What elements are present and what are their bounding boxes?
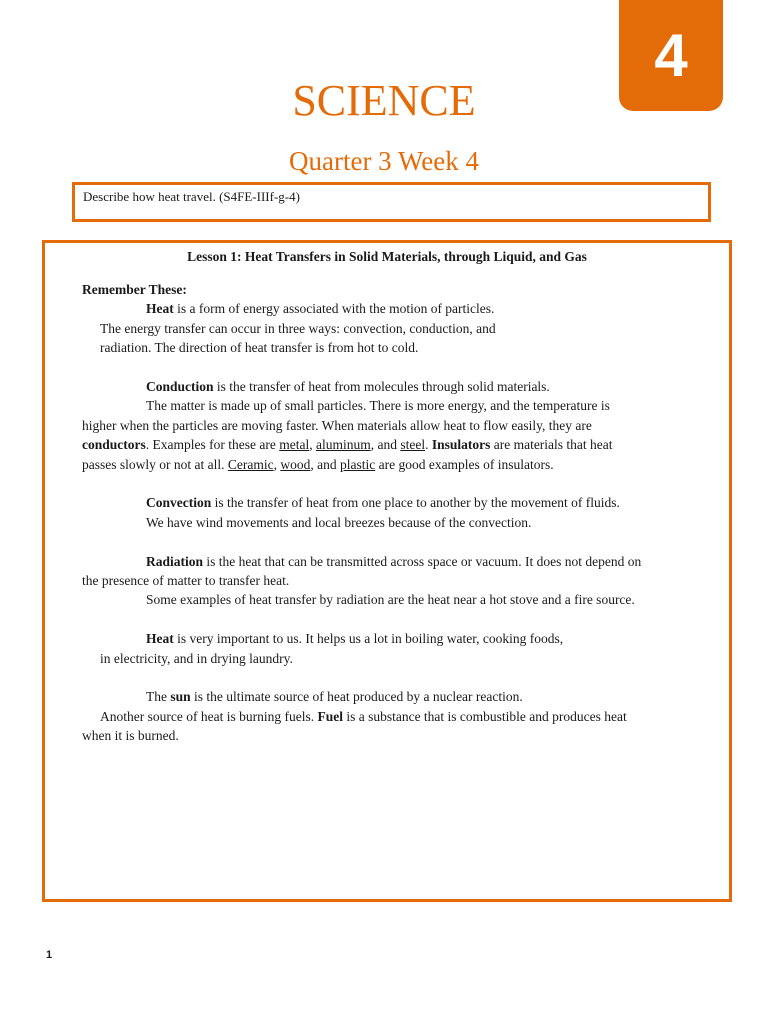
- separator: , and: [370, 437, 401, 453]
- conduction-text: is the transfer of heat from molecules through solid materials.: [213, 379, 550, 395]
- sun-text: Another source of heat is burning fuels.: [100, 708, 318, 724]
- separator: , and: [310, 456, 340, 472]
- heat-intro-line: radiation. The direction of heat transfer is from hot to cold.: [100, 340, 419, 356]
- heat-importance-line: in electricity, and in drying laundry.: [100, 650, 293, 666]
- grade-badge: 4: [619, 0, 723, 111]
- page-subtitle: Quarter 3 Week 4: [288, 146, 479, 176]
- lesson-title: Lesson 1: Heat Transfers in Solid Materials, through Liquid, and Gas: [187, 249, 587, 264]
- objective-box: [72, 182, 711, 222]
- conduction-text: are materials that heat: [490, 437, 613, 453]
- term-convection: Convection: [146, 495, 212, 511]
- conduction-text: passes slowly or not at all.: [82, 456, 228, 472]
- lesson-box: [42, 240, 732, 902]
- heat-intro-text: is a form of energy associated with the motion of particles.: [173, 301, 495, 317]
- conduction-line: [82, 377, 722, 396]
- heat-importance-line: [82, 629, 722, 648]
- term-radiation: Radiation: [146, 553, 204, 569]
- term-conductors: conductors: [82, 437, 146, 453]
- sun-text: is the ultimate source of heat produced by a nuclear reaction.: [190, 689, 523, 705]
- page-number: 1: [46, 949, 53, 961]
- conduction-line: [82, 435, 722, 454]
- term-fuel: Fuel: [317, 708, 343, 724]
- conduction-text: . Examples for these are: [145, 437, 280, 453]
- heat-importance-text: is very important to us. It helps us a lot in boiling water, cooking foods,: [173, 631, 564, 647]
- remember-label: Remember These:: [82, 282, 187, 297]
- radiation-line: the presence of matter to transfer heat.: [82, 573, 290, 589]
- lesson-content: [82, 280, 722, 746]
- separator: .: [425, 437, 432, 453]
- sun-text: is a substance that is combustible and produces heat: [342, 708, 627, 724]
- conduction-line: [82, 455, 722, 474]
- separator: ,: [309, 437, 316, 453]
- sun-line: when it is burned.: [82, 728, 179, 744]
- term-heat: Heat: [146, 301, 174, 317]
- example-metal: metal: [279, 437, 310, 453]
- example-steel: steel: [400, 437, 426, 453]
- example-ceramic: Ceramic: [227, 456, 274, 472]
- term-heat: Heat: [146, 631, 174, 647]
- heat-intro-line: The energy transfer can occur in three ways: convection, conduction, and: [100, 320, 496, 336]
- example-wood: wood: [280, 456, 311, 472]
- example-aluminum: aluminum: [315, 437, 371, 453]
- radiation-line: Some examples of heat transfer by radiation are the heat near a hot stove and a fire source.: [146, 592, 635, 608]
- conduction-line: The matter is made up of small particles. There is more energy, and the temperature is: [146, 398, 610, 414]
- radiation-text: is the heat that can be transmitted across space or vacuum. It does not depend on: [203, 553, 642, 569]
- convection-text: is the transfer of heat from one place to another by the movement of fluids.: [211, 495, 620, 511]
- convection-line: [82, 493, 722, 512]
- heat-intro-line: [82, 299, 722, 318]
- conduction-line: higher when the particles are moving faster. When materials allow heat to flow easily, they are: [82, 417, 592, 433]
- term-conduction: Conduction: [146, 379, 214, 395]
- convection-line: We have wind movements and local breezes because of the convection.: [146, 514, 532, 530]
- separator: ,: [273, 456, 281, 472]
- sun-text: The: [146, 689, 171, 705]
- objective-text: Describe how heat travel. (S4FE-IIIf-g-4): [83, 189, 300, 204]
- conduction-text: are good examples of insulators.: [375, 456, 554, 472]
- example-plastic: plastic: [339, 456, 376, 472]
- term-insulators: Insulators: [431, 437, 491, 453]
- sun-line: [82, 687, 722, 706]
- sun-line: [82, 707, 722, 726]
- page-title: SCIENCE: [292, 76, 476, 125]
- term-sun: sun: [170, 689, 191, 705]
- radiation-line: [82, 552, 722, 571]
